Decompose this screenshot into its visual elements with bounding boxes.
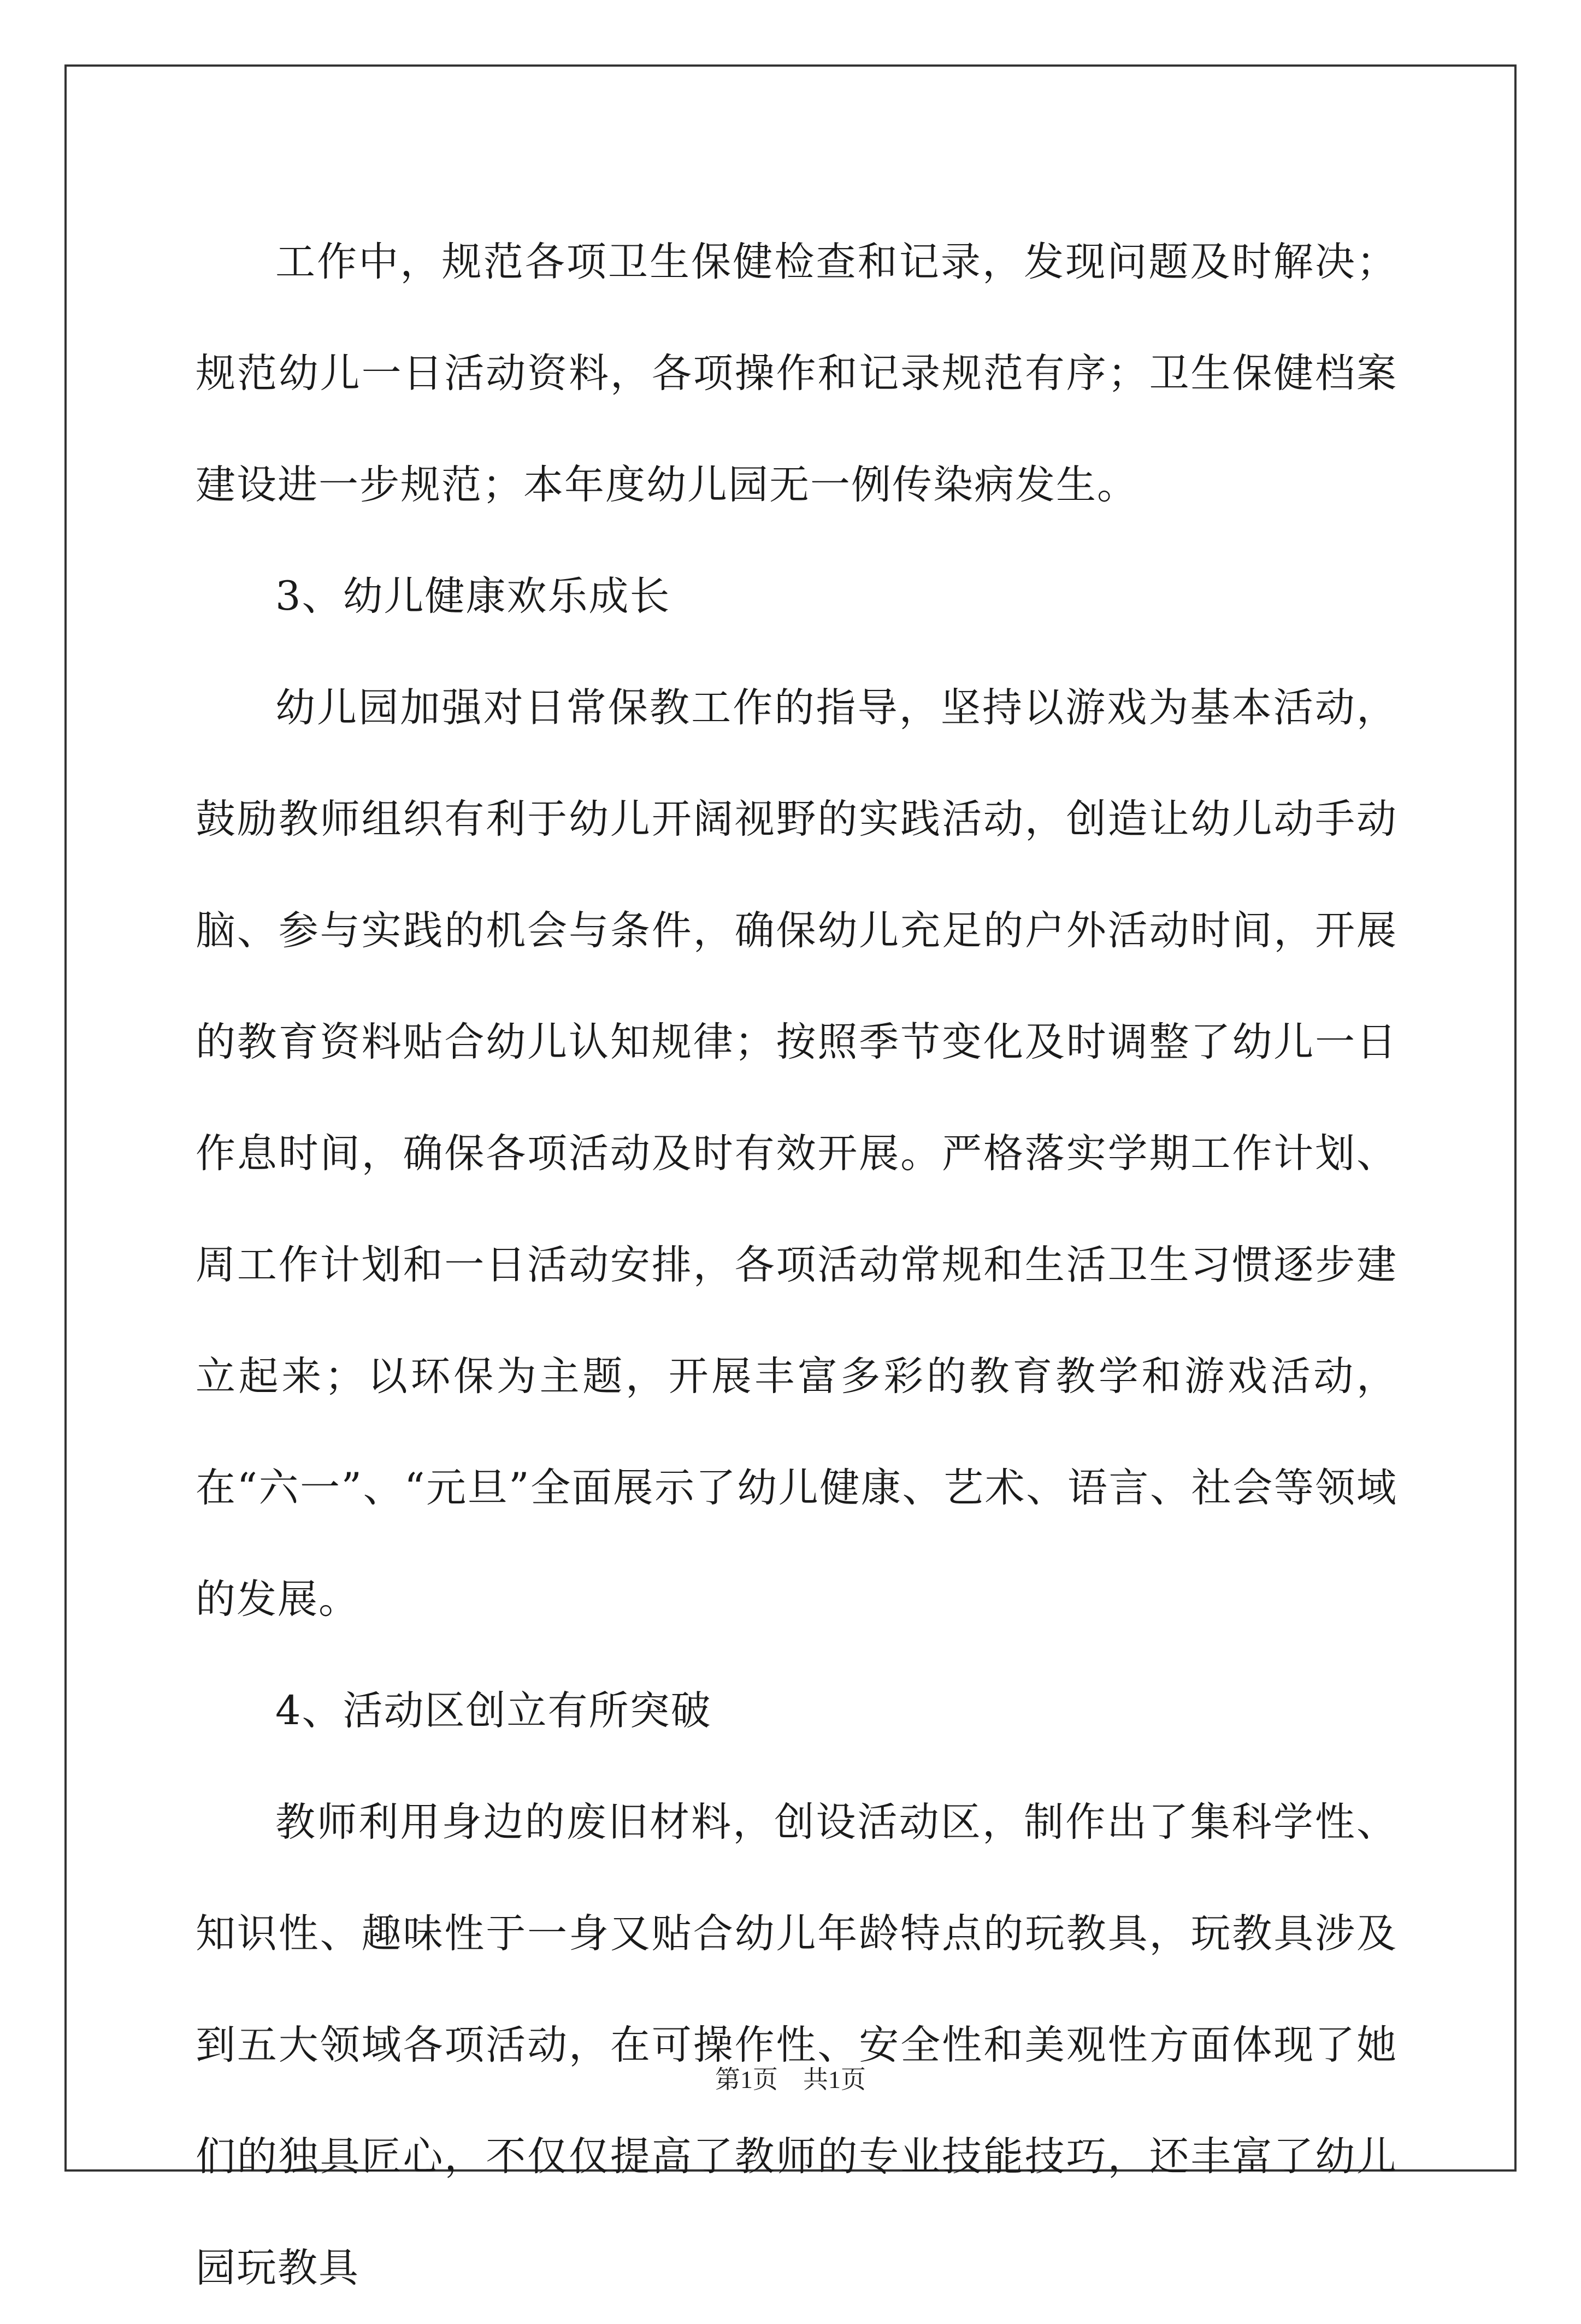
paragraph-hygiene-records: 工作中，规范各项卫生保健检查和记录，发现问题及时解决；规范幼儿一日活动资料，各项操作和记录规范有序；卫生保健档案建设进一步规范；本年度幼儿园无一例传染病发生。 [196,239,1397,508]
section-heading-3: 3、幼儿健康欢乐成长 [275,573,671,620]
page-footer: 第1页 共1页 [715,2066,866,2093]
paragraph-activity-area: 教师利用身边的废旧材料，创设活动区，制作出了集科学性、知识性、趣味性于一身又贴合幼儿年龄特点的玩教具，玩教具涉及到五大领域各项活动，在可操作性、安全性和美观性方面体现了她们的独具匠心，不仅仅提高了教师的专业技能技巧，还丰富了幼儿园玩教具 [196,1799,1397,2291]
section-heading-4: 4、活动区创立有所突破 [275,1688,712,1734]
document-body [196,207,1397,2324]
paragraph-child-growth: 幼儿园加强对日常保教工作的指导，坚持以游戏为基本活动，鼓励教师组织有利于幼儿开阔视野的实践活动，创造让幼儿动手动脑、参与实践的机会与条件，确保幼儿充足的户外活动时间，开展的教育资料贴合幼儿认知规律；按照季节变化及时调整了幼儿一日作息时间，确保各项活动及时有效开展。严格落实学期工作计划、周工作计划和一日活动安排，各项活动常规和生活卫生习惯逐步建立起来；以环保为主题，开展丰富多彩的教育教学和游戏活动，在“六一”、“元旦”全面展示了幼儿健康、艺术、语言、社会等领域的发展。 [196,685,1397,1623]
